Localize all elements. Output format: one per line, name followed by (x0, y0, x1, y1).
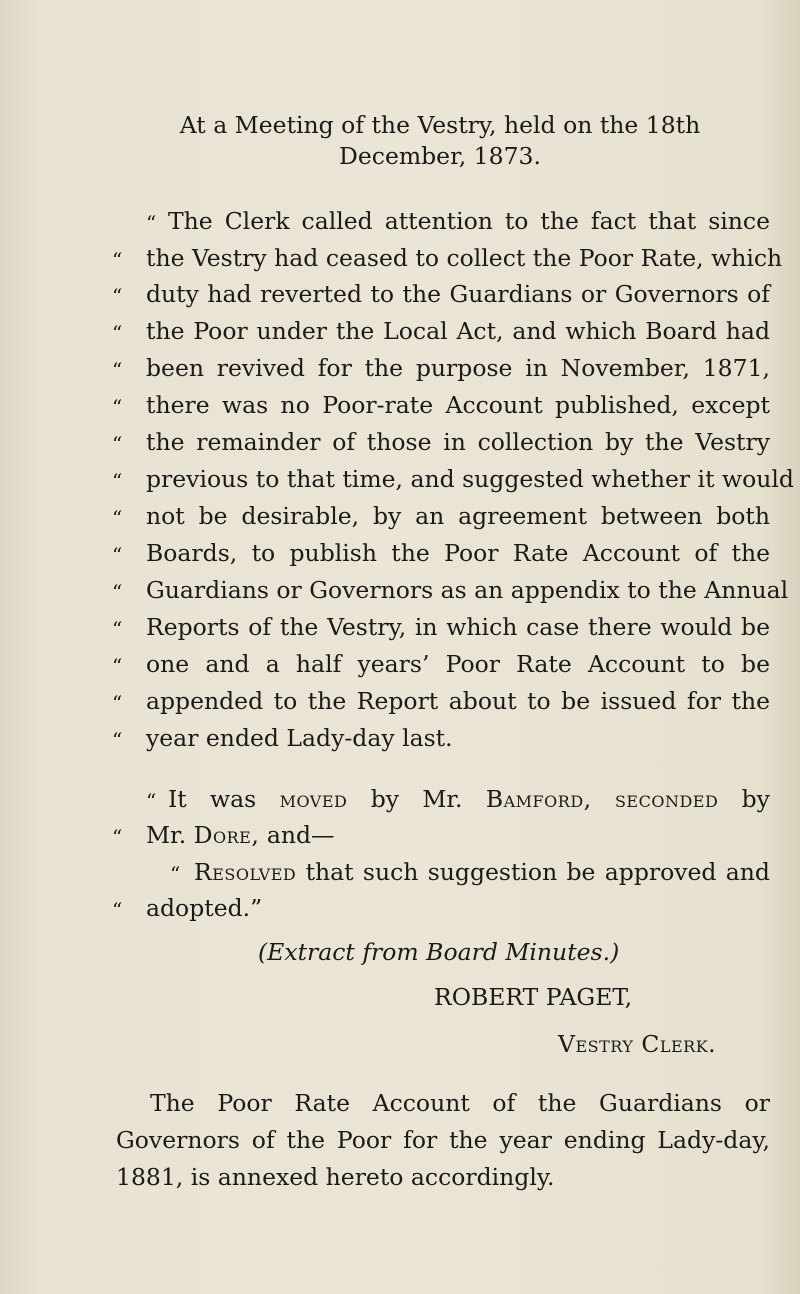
motion-bamford: Bamford, (485, 785, 592, 813)
paragraph-text: duty had reverted to the Guardians or Governors of (146, 280, 770, 308)
paragraph-line (112, 353, 770, 385)
paragraph-line (112, 538, 770, 570)
paragraph-line (112, 243, 783, 275)
quote-mark: “ (112, 284, 123, 308)
resolution-resolved: Resolved (194, 858, 297, 886)
quote-mark: “ (112, 617, 123, 641)
paragraph-text: The Clerk called attention to the fact that since (168, 207, 770, 235)
closing-line-1: The Poor Rate Account of the Guardians or (150, 1089, 770, 1117)
resolution-text: adopted.” (146, 894, 263, 922)
paragraph-text: one and a half years’ Poor Rate Account to be (146, 650, 770, 678)
quote-mark: “ (170, 862, 181, 886)
quote-mark: “ (112, 395, 123, 419)
paragraph-text: appended to the Report about to be issued for the (146, 687, 770, 715)
paragraph-line (112, 464, 794, 496)
paragraph-text: the remainder of those in collection by the Vestry (146, 428, 770, 456)
paragraph-line (112, 501, 770, 533)
quote-mark: “ (112, 469, 123, 493)
motion-text: Mr. (146, 821, 187, 849)
paragraph-text: the Vestry had ceased to collect the Poor Rate, which (146, 244, 783, 272)
quote-mark: “ (112, 580, 123, 604)
paragraph-text: Reports of the Vestry, in which case there would be (146, 613, 770, 641)
paragraph-text: been revived for the purpose in November, 1871, (146, 354, 770, 382)
quote-mark: “ (112, 543, 123, 567)
paragraph-line (112, 427, 770, 459)
motion-text: and— (266, 821, 335, 849)
paragraph-line (112, 575, 789, 607)
paragraph-text: the Poor under the Local Act, and which Board had (146, 317, 770, 345)
quote-mark: “ (112, 691, 123, 715)
motion-dore: Dore, (193, 821, 260, 849)
paragraph-line (112, 316, 770, 348)
extract-note: (Extract from Board Minutes.) (258, 938, 620, 966)
quote-mark: “ (146, 789, 157, 813)
paragraph-line (112, 686, 770, 718)
paragraph-text: year ended Lady-day last. (146, 724, 453, 752)
motion-seconded: seconded (614, 785, 719, 813)
motion-moved: moved (279, 785, 348, 813)
paragraph-text: Boards, to publish the Poor Rate Account of the (146, 539, 770, 567)
closing-line-3: 1881, is annexed hereto accordingly. (116, 1163, 555, 1191)
quote-mark: “ (112, 506, 123, 530)
quote-mark: “ (146, 211, 157, 235)
paragraph-text: Guardians or Governors as an appendix to the Annual (146, 576, 789, 604)
quote-mark: “ (112, 248, 123, 272)
paragraph-line (112, 723, 770, 755)
motion-text: by Mr. (370, 785, 463, 813)
quote-mark: “ (112, 728, 123, 752)
paragraph-line (112, 279, 770, 311)
paragraph-text: not be desirable, by an agreement between both (146, 502, 770, 530)
quote-mark: “ (112, 432, 123, 456)
signature-title: Vestry Clerk. (558, 1030, 717, 1058)
motion-text: by (741, 785, 770, 813)
quote-mark: “ (112, 898, 123, 922)
paragraph-text: previous to that time, and suggested whether it would (146, 465, 794, 493)
paragraph-line (146, 206, 770, 238)
motion-line-2 (112, 820, 770, 852)
quote-mark: “ (112, 654, 123, 678)
paragraph-line (112, 390, 770, 422)
paragraph-line (112, 649, 770, 681)
heading-line-1: At a Meeting of the Vestry, held on the 18th (179, 111, 701, 139)
quote-mark: “ (112, 321, 123, 345)
resolution-text: that such suggestion be approved and (305, 858, 770, 886)
quote-mark: “ (112, 825, 123, 849)
motion-line-1 (146, 784, 770, 816)
motion-text: It was (168, 785, 257, 813)
resolution-line-2 (112, 893, 770, 925)
signature-name: ROBERT PAGET, (434, 983, 633, 1011)
quote-mark: “ (112, 358, 123, 382)
paragraph-text: there was no Poor-rate Account published, except (146, 391, 770, 419)
heading-line-2: December, 1873. (339, 142, 541, 170)
closing-line-2: Governors of the Poor for the year ending Lady-day, (116, 1126, 770, 1154)
paragraph-line (112, 612, 770, 644)
resolution-line-1 (170, 857, 770, 889)
